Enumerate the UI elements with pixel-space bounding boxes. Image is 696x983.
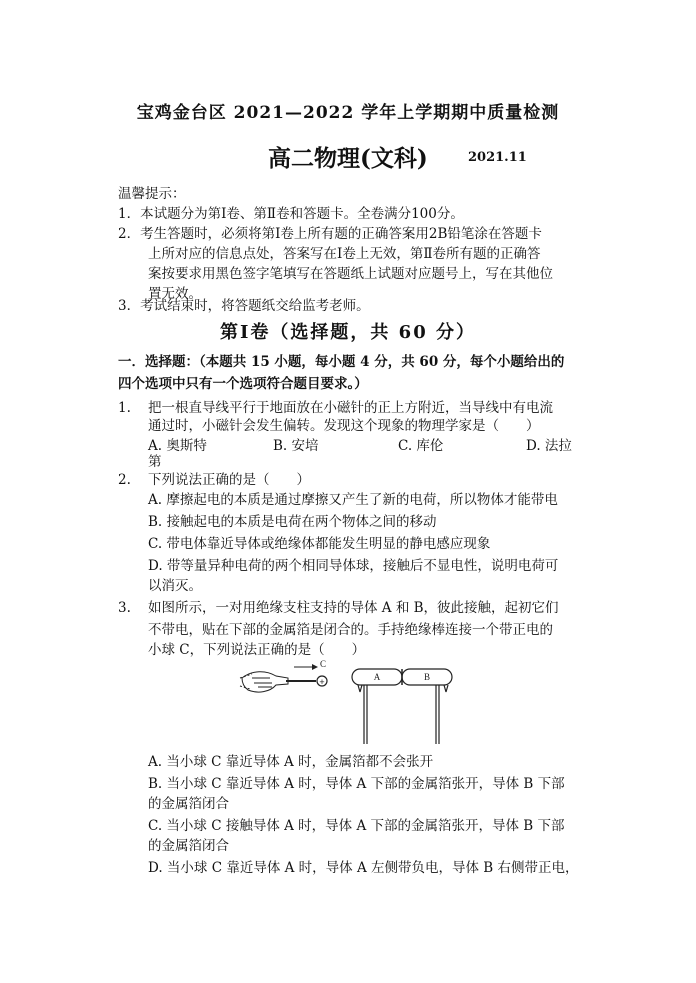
q3-option-d-line-1: D. 当小球 C 靠近导体 A 时，导体 A 左侧带负电，导体 B 右侧带正电， [148,860,579,876]
q1-option-d: D. 法拉 [526,438,572,454]
q3-option-c-line-1: C. 当小球 C 接触导体 A 时，导体 A 下部的金属箔张开，导体 B 下部 [148,818,565,834]
q3-number: 3. [118,600,131,616]
tips-heading: 温馨提示： [118,186,186,202]
q1-option-d-cont: 第 [148,454,162,470]
q1-stem-line-2: 通过时，小磁针会发生偏转。发现这个现象的物理学家是（ ） [148,418,540,434]
section-title: 第Ⅰ卷（选择题，共 60 分） [219,322,476,343]
tip-3: 3．考试结束时，将答题纸交给监考老师。 [118,298,370,314]
tip-2-line-4: 置无效。 [148,286,202,302]
q3-stem-line-2: 不带电，贴在下部的金属箔是闭合的。手持绝缘棒连接一个带正电的 [148,622,553,638]
exam-date: 2021.11 [468,150,527,165]
hand-holding-rod-icon [240,672,288,692]
q3-option-a: A. 当小球 C 靠近导体 A 时，金属箔都不会张开 [148,754,434,770]
q3-option-c-line-2: 的金属箔闭合 [148,838,229,854]
q2-option-d-line-1: D. 带等量异种电荷的两个相同导体球，接触后不显电性，说明电荷可 [148,558,559,574]
tip-1: 1．本试题分为第Ⅰ卷、第Ⅱ卷和答题卡。全卷满分100分。 [118,206,464,222]
ball-plus-sign: + [319,677,325,687]
q2-stem: 下列说法正确的是（ ） [148,472,310,488]
q1-option-b: B. 安培 [273,438,319,454]
q3-stem-line-3: 小球 C，下列说法正确的是（ ） [148,642,366,658]
subject-title: 高二物理(文科) [268,145,428,172]
tip-2-line-2: 上所对应的信息点处，答案写在Ⅰ卷上无效，第Ⅱ卷所有题的正确答 [148,246,541,262]
q2-option-d-line-2: 以消灭。 [148,578,202,594]
insulating-stand-a [358,685,367,744]
q3-conductor-figure [236,656,456,750]
part-one-line-1: 一．选择题：（本题共 15 小题，每小题 4 分，共 60 分，每个小题给出的 [118,354,565,370]
conductor-a-label: A [373,672,381,682]
q3-option-b-line-2: 的金属箔闭合 [148,796,229,812]
q2-number: 2. [118,472,131,488]
q3-option-b-line-1: B. 当小球 C 靠近导体 A 时，导体 A 下部的金属箔张开，导体 B 下部 [148,776,565,792]
q1-option-a: A. 奥斯特 [148,438,207,454]
insulating-stand-b [436,685,448,744]
q2-option-c: C. 带电体靠近导体或绝缘体都能发生明显的静电感应现象 [148,536,491,552]
q1-number: 1. [118,400,131,416]
q2-option-b: B. 接触起电的本质是电荷在两个物体之间的移动 [148,514,437,530]
tip-2-line-3: 案按要求用黑色签字笔填写在答题纸上试题对应题号上，写在其他位 [148,266,553,282]
q3-stem-line-1: 如图所示，一对用绝缘支柱支持的导体 A 和 B，彼此接触，起初它们 [148,600,559,616]
q1-option-c: C. 库伦 [398,438,444,454]
conductor-b-label: B [423,672,431,682]
tip-2-line-1: 2．考生答题时，必须将第Ⅰ卷上所有题的正确答案用2B铅笔涂在答题卡 [118,226,542,242]
ball-c-label: C [319,659,327,669]
exam-title: 宝鸡金台区 2021—2022 学年上学期期中质量检测 [136,103,560,123]
q2-option-a: A. 摩擦起电的本质是通过摩擦又产生了新的电荷，所以物体才能带电 [148,492,558,508]
motion-arrow-head-icon [312,664,318,670]
part-one-line-2: 四个选项中只有一个选项符合题目要求。） [118,376,368,392]
q1-stem-line-1: 把一根直导线平行于地面放在小磁针的正上方附近，当导线中有电流 [148,400,553,416]
